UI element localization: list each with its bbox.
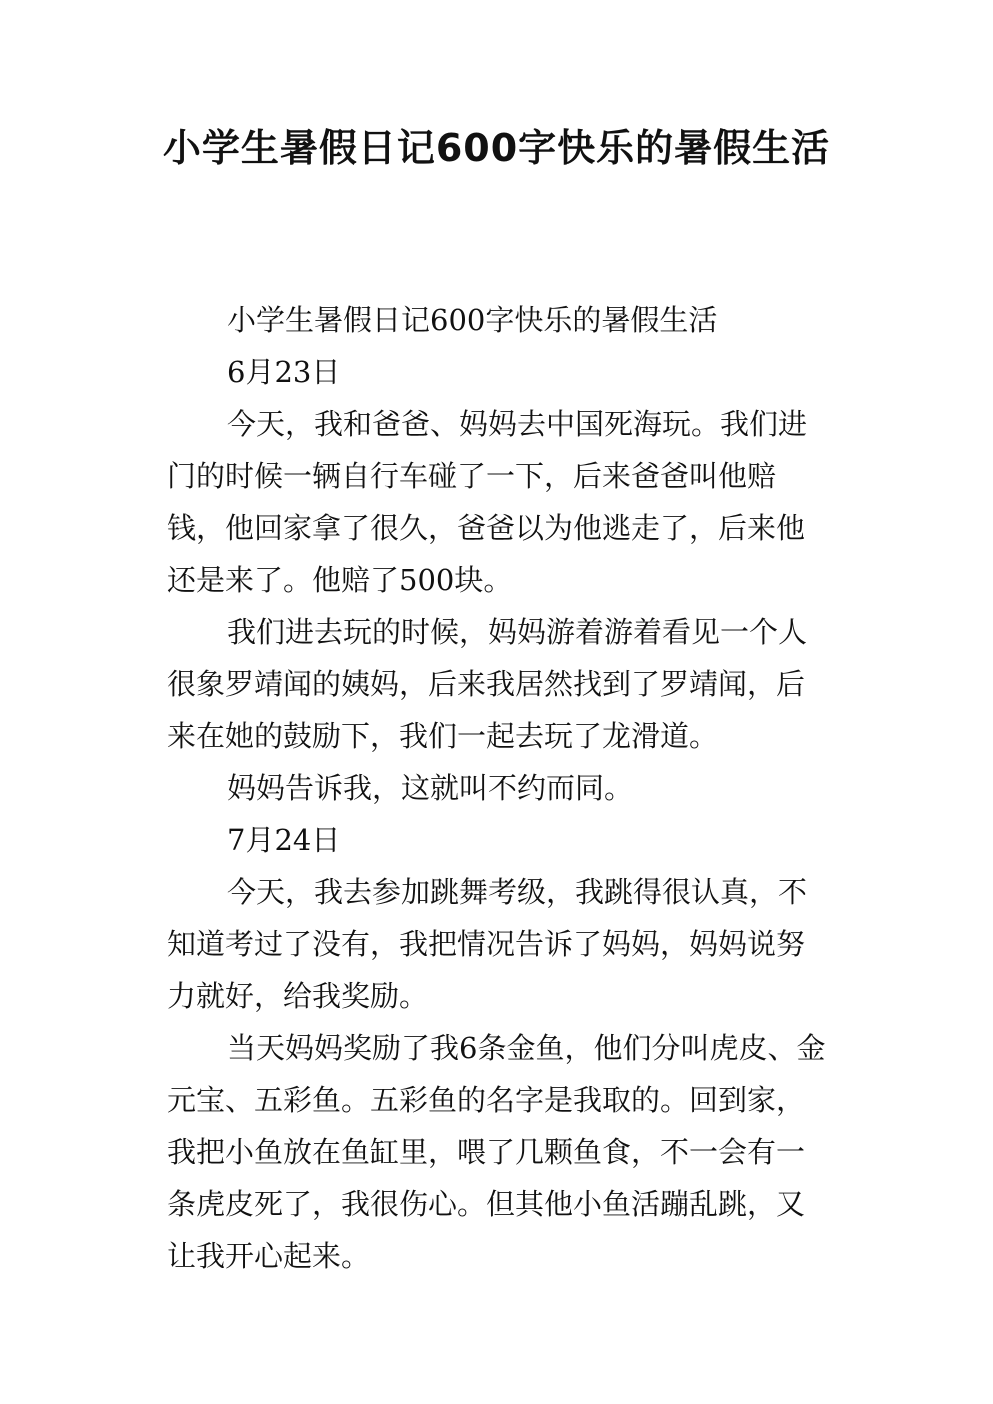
document-title: 小学生暑假日记600字快乐的暑假生活: [162, 126, 831, 170]
body-paragraph: 妈妈告诉我，这就叫不约而同。: [227, 771, 634, 805]
body-paragraph: 今天，我去参加跳舞考级，我跳得很认真，不知道考过了没有，我把情况告诉了妈妈，妈妈说努力就好，给我奖励。: [167, 875, 808, 1013]
body-paragraph: 当天妈妈奖励了我6条金鱼，他们分叫虎皮、金元宝、五彩鱼。五彩鱼的名字是我取的。回到家，我把小鱼放在鱼缸里，喂了几颗鱼食，不一会有一条虎皮死了，我很伤心。但其他小鱼活蹦乱跳，又让我开心起来。: [167, 1031, 826, 1273]
body-paragraph-subtitle: 小学生暑假日记600字快乐的暑假生活: [227, 303, 718, 337]
document-body: [167, 294, 832, 1282]
diary-date-july-24: 7月24日: [227, 823, 341, 857]
body-paragraph: 我们进去玩的时候，妈妈游着游着看见一个人很象罗靖闻的姨妈，后来我居然找到了罗靖闻，后来在她的鼓励下，我们一起去玩了龙滑道。: [167, 615, 808, 753]
body-paragraph: 今天，我和爸爸、妈妈去中国死海玩。我们进门的时候一辆自行车碰了一下，后来爸爸叫他赔钱，他回家拿了很久，爸爸以为他逃走了，后来他还是来了。他赔了500块。: [167, 407, 808, 597]
diary-date-june-23: 6月23日: [227, 355, 341, 389]
